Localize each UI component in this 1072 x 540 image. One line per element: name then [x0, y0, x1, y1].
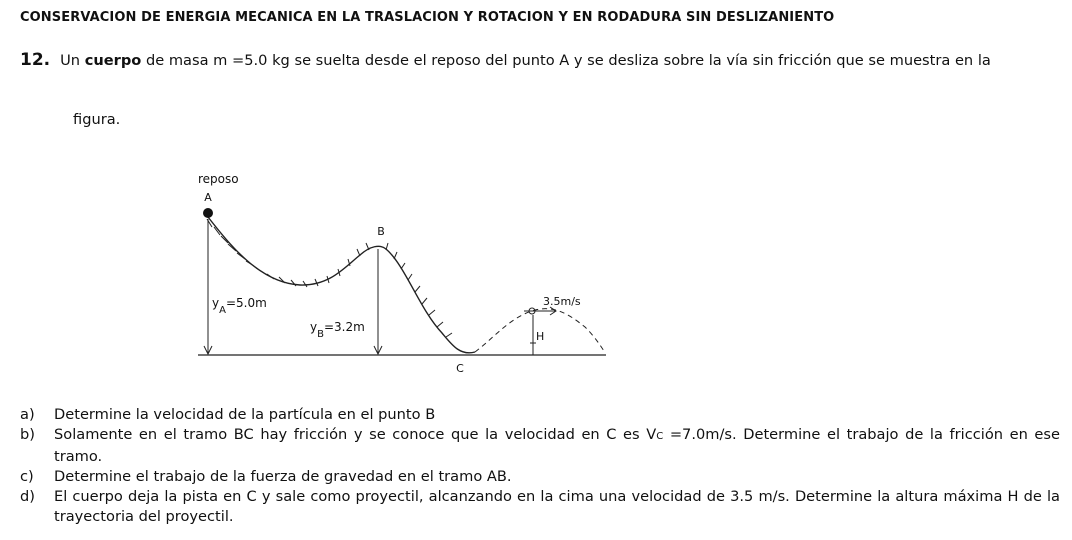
question-label: d): [20, 488, 35, 505]
question-c: [20, 467, 1060, 487]
intro-post: de masa m =5.0 kg se suelta desde el reposo del punto A y se desliza sobre la vía sin fricción que se muestra en la: [145, 52, 991, 69]
question-text: Determine la velocidad de la partícula en el punto B: [54, 406, 436, 423]
height-label: H: [536, 330, 545, 343]
reposo-label: reposo: [198, 172, 239, 186]
question-text: El cuerpo deja la pista en C y sale como proyectil, alcanzando en la cima una velocidad de 3.5 m/s. Determine la altura máxima H de la trayectoria del proyectil.: [54, 488, 1060, 525]
question-label: b): [20, 426, 35, 443]
question-text: Determine el trabajo de la fuerza de gravedad en el tramo AB.: [54, 468, 512, 485]
question-label: a): [20, 406, 35, 423]
question-label: c): [20, 468, 34, 485]
intro-pre: Un: [60, 52, 81, 69]
point-b-label: B: [377, 225, 385, 238]
ball-at-a: [203, 208, 213, 218]
point-c-label: C: [456, 362, 464, 375]
question-d: [20, 487, 1060, 527]
problem-number: 12.: [20, 50, 51, 70]
intro-bold: cuerpo: [84, 52, 142, 69]
point-a-label: A: [204, 191, 212, 204]
ya-label: $y_A=5.0m$: [212, 296, 267, 316]
question-text-post: =7.0m/s. Determine el trabajo de la fricción en ese tramo.: [54, 426, 1060, 465]
yb-label: $y_B=3.2m$: [310, 320, 365, 340]
question-sub: C: [656, 431, 664, 442]
question-b: [20, 425, 1060, 467]
page-title: CONSERVACION DE ENERGIA MECANICA EN LA TRASLACION Y ROTACION Y EN RODADURA SIN DESLIZANIENTO: [20, 10, 835, 25]
track-diagram: [190, 165, 620, 380]
question-list: [20, 405, 1060, 527]
figura-word: figura.: [73, 111, 121, 128]
problem-statement: [20, 50, 1060, 71]
velocity-label: 3.5m/s: [543, 295, 581, 308]
question-text-pre: Solamente en el tramo BC hay fricción y se conoce que la velocidad en C es V: [54, 426, 657, 443]
question-a: [20, 405, 1060, 425]
